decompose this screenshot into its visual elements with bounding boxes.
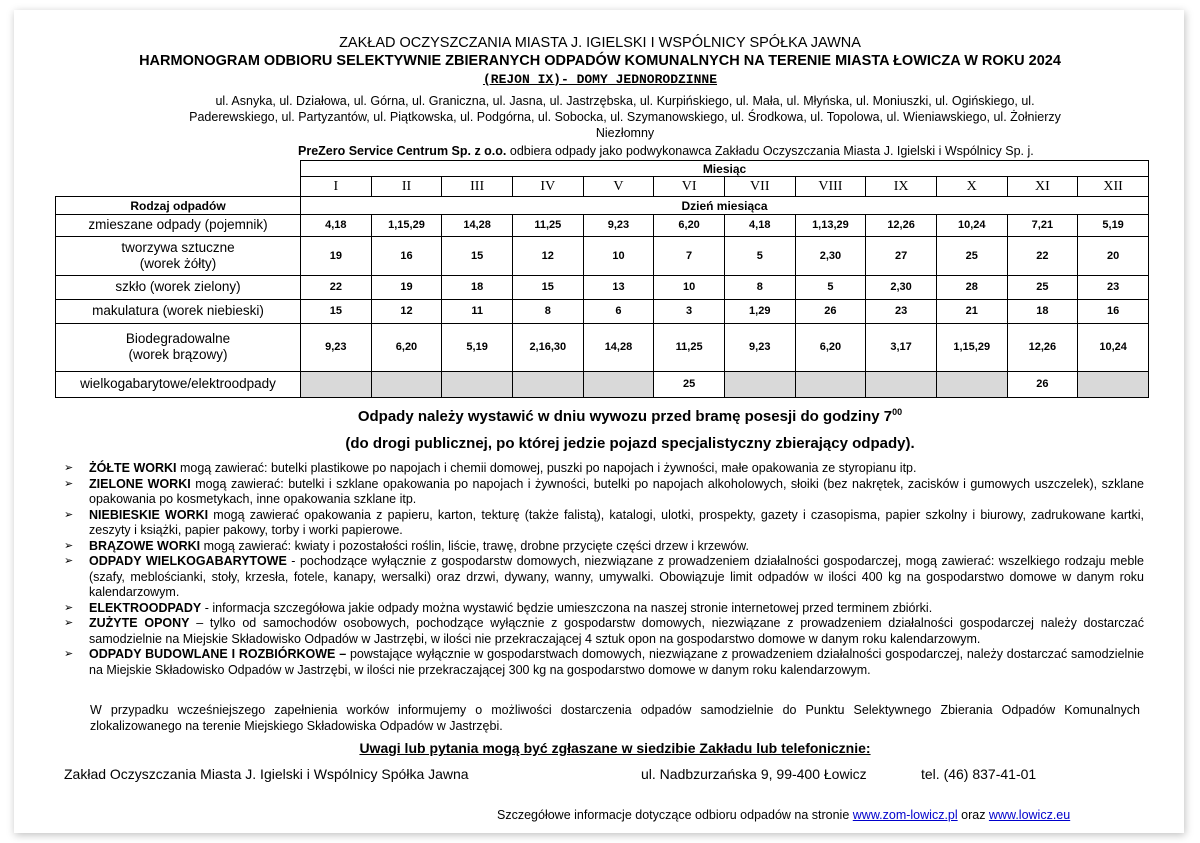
contractor-name: PreZero Service Centrum Sp. z o.o. (298, 144, 507, 158)
pickup-day-cell (301, 371, 372, 397)
pickup-day-cell: 14,28 (442, 215, 513, 237)
info-item-heading: ELEKTROODPADY (89, 600, 202, 615)
pickup-day-cell: 7 (654, 236, 725, 275)
notice-line-1 (0, 407, 1200, 425)
table-row (56, 275, 1149, 299)
pickup-day-cell (371, 371, 442, 397)
pickup-day-cell: 21 (936, 299, 1007, 323)
info-item-text: mogą zawierać: kwiaty i pozostałości roślin, liście, trawę, drobne przycięte części drzew i krzewów. (200, 538, 749, 553)
pickup-day-cell: 12 (371, 299, 442, 323)
contractor-text: odbiera odpady jako podwykonawca Zakładu Oczyszczania Miasta J. Igielski i Wspólnicy Sp. j. (506, 144, 1034, 158)
waste-type-label: Biodegradowalne (worek brązowy) (56, 323, 301, 371)
info-item (64, 601, 1144, 617)
pickup-day-cell: 27 (866, 236, 937, 275)
info-item-text: - informacja szczegółowa jakie odpady można wystawić będzie umieszczona na naszej stronie internetowej przed terminem zbiórki. (201, 600, 933, 615)
pickup-day-cell: 10 (583, 236, 654, 275)
more-info-conj: oraz (957, 808, 989, 822)
arrow-bullet-icon: ➢ (64, 462, 74, 474)
pickup-day-cell: 6,20 (371, 323, 442, 371)
pickup-day-cell: 12,26 (866, 215, 937, 237)
info-item (64, 616, 1144, 647)
pickup-day-cell: 15 (442, 236, 513, 275)
info-item-heading: ODPADY WIELKOGABARYTOWE (89, 554, 287, 568)
pickup-day-cell: 1,13,29 (795, 215, 866, 237)
arrow-bullet-icon: ➢ (64, 648, 74, 660)
info-item (64, 554, 1144, 601)
pickup-day-cell: 9,23 (724, 323, 795, 371)
info-item-text: - pochodzące wyłącznie z gospodarstw domowych, niezwiązane z prowadzeniem działalności gospodarczej, mogą zawierać: wszelkiego rodzaju meble (szafy, meblościanki, stoły, krzesła, fotele, kanapy, wersalki) oraz drzwi, dywany, wanny, umywalki. Obowiązuje limit odpadów w ilości 400 kg na gospodarstwo domowe w danym roku kalendarzowym. (89, 554, 1144, 599)
street-list: ul. Asnyka, ul. Działowa, ul. Górna, ul. Graniczna, ul. Jasna, ul. Jastrzębska, ul. Kurpińskiego, ul. Mała, ul. Młyńska, ul. Moniuszki, ul. Ogińskiego, ul. Paderewskiego, ul. Partyzantów, ul. Piątkowska, ul. Podgórna, ul. Sobocka, ul. Szymanowskiego, ul. Środkowa, ul. Topolowa, ul. Wieniawskiego, ul. Żołnierzy Niezłomny (189, 94, 1061, 140)
info-item-heading: BRĄZOWE WORKI (89, 538, 201, 553)
notice-hour-sup: 00 (892, 407, 903, 417)
info-item-heading: NIEBIESKIE WORKI (89, 507, 209, 522)
pickup-day-cell (866, 371, 937, 397)
more-info-line (497, 808, 1070, 822)
footer-company: Zakład Oczyszczania Miasta J. Igielski i Wspólnicy Spółka Jawna (64, 766, 469, 782)
month-cell: XII (1078, 177, 1149, 197)
empty-corner (56, 161, 301, 177)
pickup-day-cell: 4,18 (724, 215, 795, 237)
month-cell: V (583, 177, 654, 197)
pickup-day-cell: 8 (724, 275, 795, 299)
pickup-day-cell: 19 (301, 236, 372, 275)
pickup-day-cell: 2,30 (795, 236, 866, 275)
pickup-day-cell: 26 (795, 299, 866, 323)
footer-address: ul. Nadbzurzańska 9, 99-400 Łowicz (641, 766, 867, 782)
pickup-day-cell (724, 371, 795, 397)
pickup-day-cell: 25 (654, 371, 725, 397)
pickup-day-cell: 9,23 (301, 323, 372, 371)
pickup-day-cell: 11,25 (654, 323, 725, 371)
pickup-day-cell: 11,25 (512, 215, 583, 237)
pickup-day-cell: 10 (654, 275, 725, 299)
pickup-day-cell: 13 (583, 275, 654, 299)
arrow-bullet-icon: ➢ (64, 601, 74, 614)
schedule-table (55, 160, 1149, 398)
month-cell: XI (1007, 177, 1078, 197)
month-cell: VIII (795, 177, 866, 197)
pickup-day-cell: 12,26 (1007, 323, 1078, 371)
info-item (64, 461, 1144, 477)
pickup-day-cell: 5,19 (1078, 215, 1149, 237)
pickup-day-cell: 25 (936, 236, 1007, 275)
pickup-day-cell: 1,15,29 (371, 215, 442, 237)
pickup-day-cell: 9,23 (583, 215, 654, 237)
pickup-day-cell: 18 (442, 275, 513, 299)
pickup-day-cell: 6,20 (654, 215, 725, 237)
empty-corner-2 (56, 177, 301, 197)
waste-type-label: zmieszane odpady (pojemnik) (56, 215, 301, 237)
pickup-day-cell: 7,21 (1007, 215, 1078, 237)
month-cell: I (301, 177, 372, 197)
waste-type-label: szkło (worek zielony) (56, 275, 301, 299)
notice-text: Odpady należy wystawić w dniu wywozu przed bramę posesji do godziny 7 (357, 408, 893, 425)
info-item-text: mogą zawierać: butelki i szklane opakowania po napojach i żywności, butelki po napojach alkoholowych, słoiki (bez nakrętek, zacisków i gumowych uszczelek), szklane opakowania po kosmetykach, inne opakowania szklane itp. (89, 476, 1144, 506)
more-info-text: Szczegółowe informacje dotyczące odbioru odpadów na stronie (497, 808, 853, 822)
month-cell: VII (724, 177, 795, 197)
pickup-day-cell: 22 (1007, 236, 1078, 275)
arrow-bullet-icon: ➢ (64, 508, 74, 521)
pickup-day-cell: 15 (301, 299, 372, 323)
info-item-text: mogą zawierać opakowania z papieru, karton, tekturę (także falistą), katalogi, ulotki, prospekty, gazety i czasopisma, papier szkolny i biurowy, zadrukowane kartki, zeszyty i książki, papier pakowy, torby i worki papierowe. (89, 507, 1144, 537)
pickup-day-cell: 12 (512, 236, 583, 275)
pickup-day-cell (442, 371, 513, 397)
pickup-day-cell: 15 (512, 275, 583, 299)
table-row (56, 299, 1149, 323)
pickup-day-cell: 26 (1007, 371, 1078, 397)
info-item-text: mogą zawierać: butelki plastikowe po napojach i chemii domowej, puszki po napojach i żywności, małe opakowania ze styropianu itp. (176, 461, 917, 475)
table-row (56, 236, 1149, 275)
pickup-day-cell: 2,30 (866, 275, 937, 299)
month-cell: III (442, 177, 513, 197)
pickup-day-cell (795, 371, 866, 397)
pickup-day-cell: 14,28 (583, 323, 654, 371)
pickup-day-cell: 4,18 (301, 215, 372, 237)
month-cell: X (936, 177, 1007, 197)
month-cell: IV (512, 177, 583, 197)
waste-type-label: makulatura (worek niebieski) (56, 299, 301, 323)
pickup-day-cell: 5 (724, 236, 795, 275)
pickup-day-cell: 11 (442, 299, 513, 323)
pickup-day-cell: 5 (795, 275, 866, 299)
info-item (64, 508, 1144, 539)
info-item-text: – tylko od samochodów osobowych, pochodzące wyłącznie z gospodarstw domowych, niezwiązane z prowadzeniem działalności gospodarczej należy dostarczać samodzielnie na Miejskie Składowisko Odpadów w Jastrzębi, w ilości nie przekraczającej 4 sztuk opon na gospodarstwo domowe w danym roku kalendarzowym. (89, 616, 1144, 646)
info-item (64, 539, 1144, 555)
info-item-heading: ODPADY BUDOWLANE I ROZBIÓRKOWE – (89, 647, 347, 661)
waste-type-label: tworzywa sztuczne (worek żółty) (56, 236, 301, 275)
pickup-day-cell: 25 (1007, 275, 1078, 299)
pickup-day-cell: 3 (654, 299, 725, 323)
pickup-day-cell: 23 (866, 299, 937, 323)
pickup-day-cell: 6,20 (795, 323, 866, 371)
month-cell: IX (866, 177, 937, 197)
pickup-day-cell: 3,17 (866, 323, 937, 371)
type-header: Rodzaj odpadów (56, 197, 301, 215)
info-item-text: powstające wyłącznie w gospodarstwach domowych, niezwiązane z prowadzeniem działalności gospodarczej, należy dostarczać samodzielnie na Miejskie Składowisko Odpadów w Jastrzębi, w ilości nie przekraczającej 300 kg na gospodarstwo domowe w danym roku kalendarzowym. (89, 647, 1144, 677)
pickup-day-cell: 16 (371, 236, 442, 275)
footer-phone: tel. (46) 837-41-01 (921, 766, 1037, 782)
waste-type-label: wielkogabarytowe/elektroodpady (56, 371, 301, 397)
pickup-day-cell: 18 (1007, 299, 1078, 323)
info-item-heading: ŻÓŁTE WORKI (89, 461, 177, 475)
info-item (64, 647, 1144, 678)
pickup-day-cell: 28 (936, 275, 1007, 299)
pickup-day-cell: 8 (512, 299, 583, 323)
info-item (64, 477, 1144, 508)
month-header: Miesiąc (301, 161, 1149, 177)
pickup-day-cell: 1,15,29 (936, 323, 1007, 371)
pickup-day-cell: 22 (301, 275, 372, 299)
pickup-day-cell: 10,24 (936, 215, 1007, 237)
company-name: ZAKŁAD OCZYSZCZANIA MIASTA J. IGIELSKI I WSPÓLNICY SPÓŁKA JAWNA (339, 35, 861, 51)
region-subtitle: (REJON IX)- DOMY JEDNORODZINNE (482, 72, 718, 87)
arrow-bullet-icon: ➢ (64, 617, 74, 629)
day-header: Dzień miesiąca (301, 197, 1149, 215)
pickup-day-cell: 20 (1078, 236, 1149, 275)
pickup-day-cell: 19 (371, 275, 442, 299)
arrow-bullet-icon: ➢ (64, 477, 74, 490)
table-row (56, 323, 1149, 371)
table-row (56, 215, 1149, 237)
pickup-day-cell (1078, 371, 1149, 397)
arrow-bullet-icon: ➢ (64, 539, 74, 552)
info-item-heading: ZUŻYTE OPONY (89, 616, 190, 630)
page-title: HARMONOGRAM ODBIORU SELEKTYWNIE ZBIERANYCH ODPADÓW KOMUNALNYCH NA TERENIE MIASTA ŁOWICZA W ROKU 2024 (139, 53, 1061, 69)
pickup-day-cell: 23 (1078, 275, 1149, 299)
notice-line-2: (do drogi publicznej, po której jedzie pojazd specjalistyczny zbierający odpady). (345, 435, 915, 452)
link-zom-lowicz[interactable]: www.zom-lowicz.pl (852, 808, 958, 822)
table-row (56, 371, 1149, 397)
link-lowicz-eu[interactable]: www.lowicz.eu (988, 808, 1071, 822)
pickup-day-cell: 5,19 (442, 323, 513, 371)
drop-off-paragraph: W przypadku wcześniejszego zapełnienia worków informujemy o możliwości dostarczenia odpadów samodzielnie do Punktu Selektywnego Zbierania Odpadów Komunalnych zlokalizowanego na terenie Miejskiego Składowiska Odpadów w Jastrzębi. (90, 703, 1140, 733)
contractor-line (298, 144, 1034, 158)
pickup-day-cell: 6 (583, 299, 654, 323)
arrow-bullet-icon: ➢ (64, 555, 74, 567)
pickup-day-cell: 10,24 (1078, 323, 1149, 371)
info-item-heading: ZIELONE WORKI (89, 476, 191, 491)
month-cell: VI (654, 177, 725, 197)
pickup-day-cell (583, 371, 654, 397)
pickup-day-cell (936, 371, 1007, 397)
pickup-day-cell: 16 (1078, 299, 1149, 323)
pickup-day-cell (512, 371, 583, 397)
info-list (64, 461, 1144, 678)
month-cell: II (371, 177, 442, 197)
pickup-day-cell: 2,16,30 (512, 323, 583, 371)
contact-heading: Uwagi lub pytania mogą być zgłaszane w siedzibie Zakładu lub telefonicznie: (359, 740, 871, 756)
pickup-day-cell: 1,29 (724, 299, 795, 323)
